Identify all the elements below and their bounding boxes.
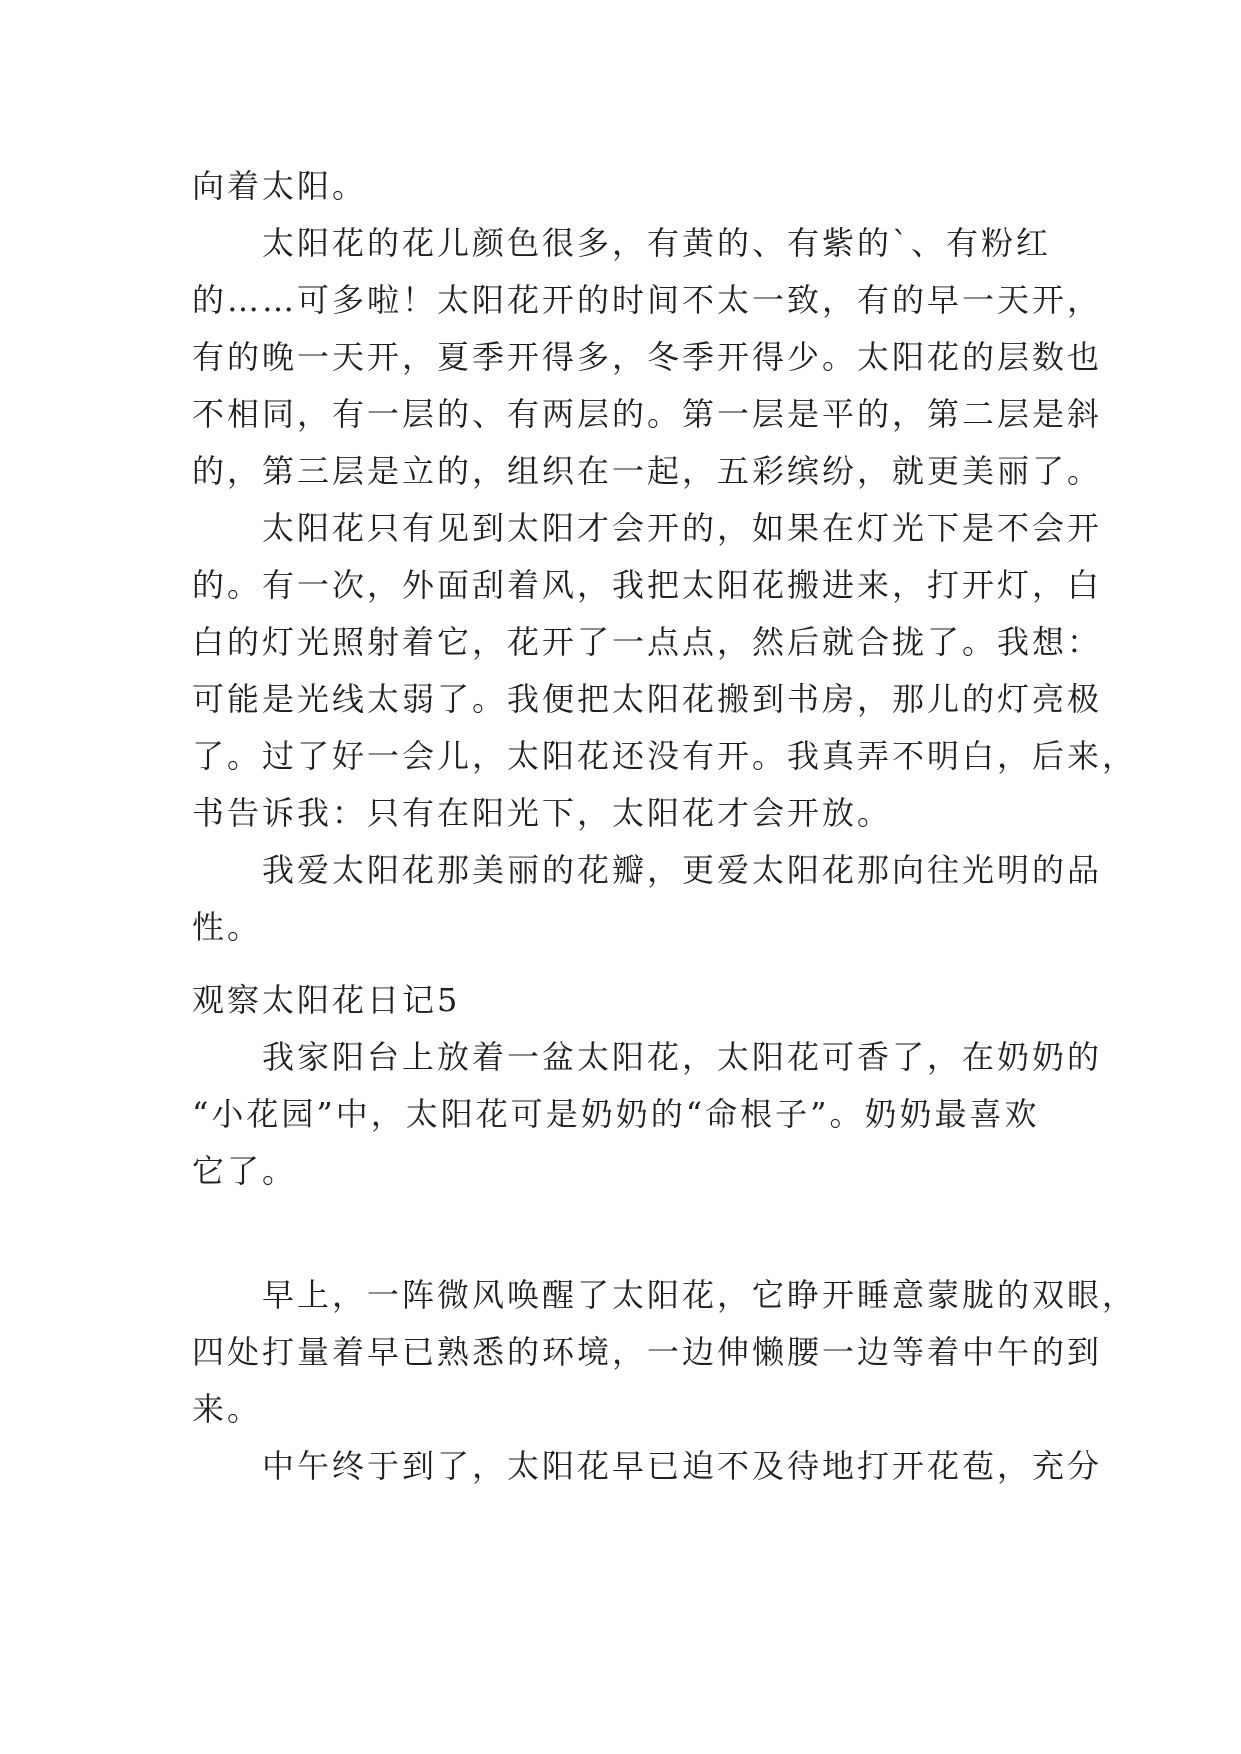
paragraph <box>192 1267 1138 1438</box>
text-line: 太阳花只有见到太阳才会开的，如果在灯光下是不会开 <box>192 509 1103 547</box>
text-line: 的，第三层是立的，组织在一起，五彩缤纷，就更美丽了。 <box>192 452 1103 490</box>
paragraph <box>192 158 1062 215</box>
text-line: 可能是光线太弱了。我便把太阳花搬到书房，那儿的灯亮极 <box>192 680 1103 718</box>
text-line: 性。 <box>192 908 263 946</box>
text-line: 来。 <box>192 1390 263 1428</box>
document-body <box>192 158 1138 1495</box>
text-line: 我家阳台上放着一盆太阳花，太阳花可香了，在奶奶的 <box>192 1038 1103 1076</box>
text-line: 的……可多啦！太阳花开的时间不太一致，有的早一天开， <box>192 281 1103 319</box>
blank-gap <box>192 1200 1062 1267</box>
text-line: 观察太阳花日记5 <box>192 981 461 1019</box>
text-line: 它了。 <box>192 1152 298 1190</box>
text-line: 白的灯光照射着它，花开了一点点，然后就合拢了。我想： <box>192 623 1103 661</box>
paragraph <box>192 215 1103 500</box>
paragraph <box>192 500 1138 842</box>
paragraph <box>192 1029 1103 1200</box>
text-line: 有的晚一天开，夏季开得多，冬季开得少。太阳花的层数也 <box>192 338 1103 376</box>
paragraph <box>192 842 1103 956</box>
section-title <box>192 972 1062 1029</box>
text-line: 不相同，有一层的、有两层的。第一层是平的，第二层是斜 <box>192 395 1103 433</box>
paragraph <box>192 1438 1103 1495</box>
text-line: 我爱太阳花那美丽的花瓣，更爱太阳花那向往光明的品 <box>192 851 1103 889</box>
text-line: 向着太阳。 <box>192 167 368 205</box>
text-line: “小花园”中，太阳花可是奶奶的“命根子”。奶奶最喜欢 <box>192 1095 1040 1133</box>
text-line: 太阳花的花儿颜色很多，有黄的、有紫的`、有粉红 <box>192 224 1052 262</box>
text-line: 的。有一次，外面刮着风，我把太阳花搬进来，打开灯，白 <box>192 566 1103 604</box>
text-line: 中午终于到了，太阳花早已迫不及待地打开花苞，充分 <box>192 1447 1103 1485</box>
text-line: 早上，一阵微风唤醒了太阳花，它睁开睡意蒙胧的双眼， <box>192 1276 1138 1314</box>
text-line: 了。过了好一会儿，太阳花还没有开。我真弄不明白，后来， <box>192 737 1138 775</box>
text-line: 书告诉我：只有在阳光下，太阳花才会开放。 <box>192 794 893 832</box>
text-line: 四处打量着早已熟悉的环境，一边伸懒腰一边等着中午的到 <box>192 1333 1103 1371</box>
